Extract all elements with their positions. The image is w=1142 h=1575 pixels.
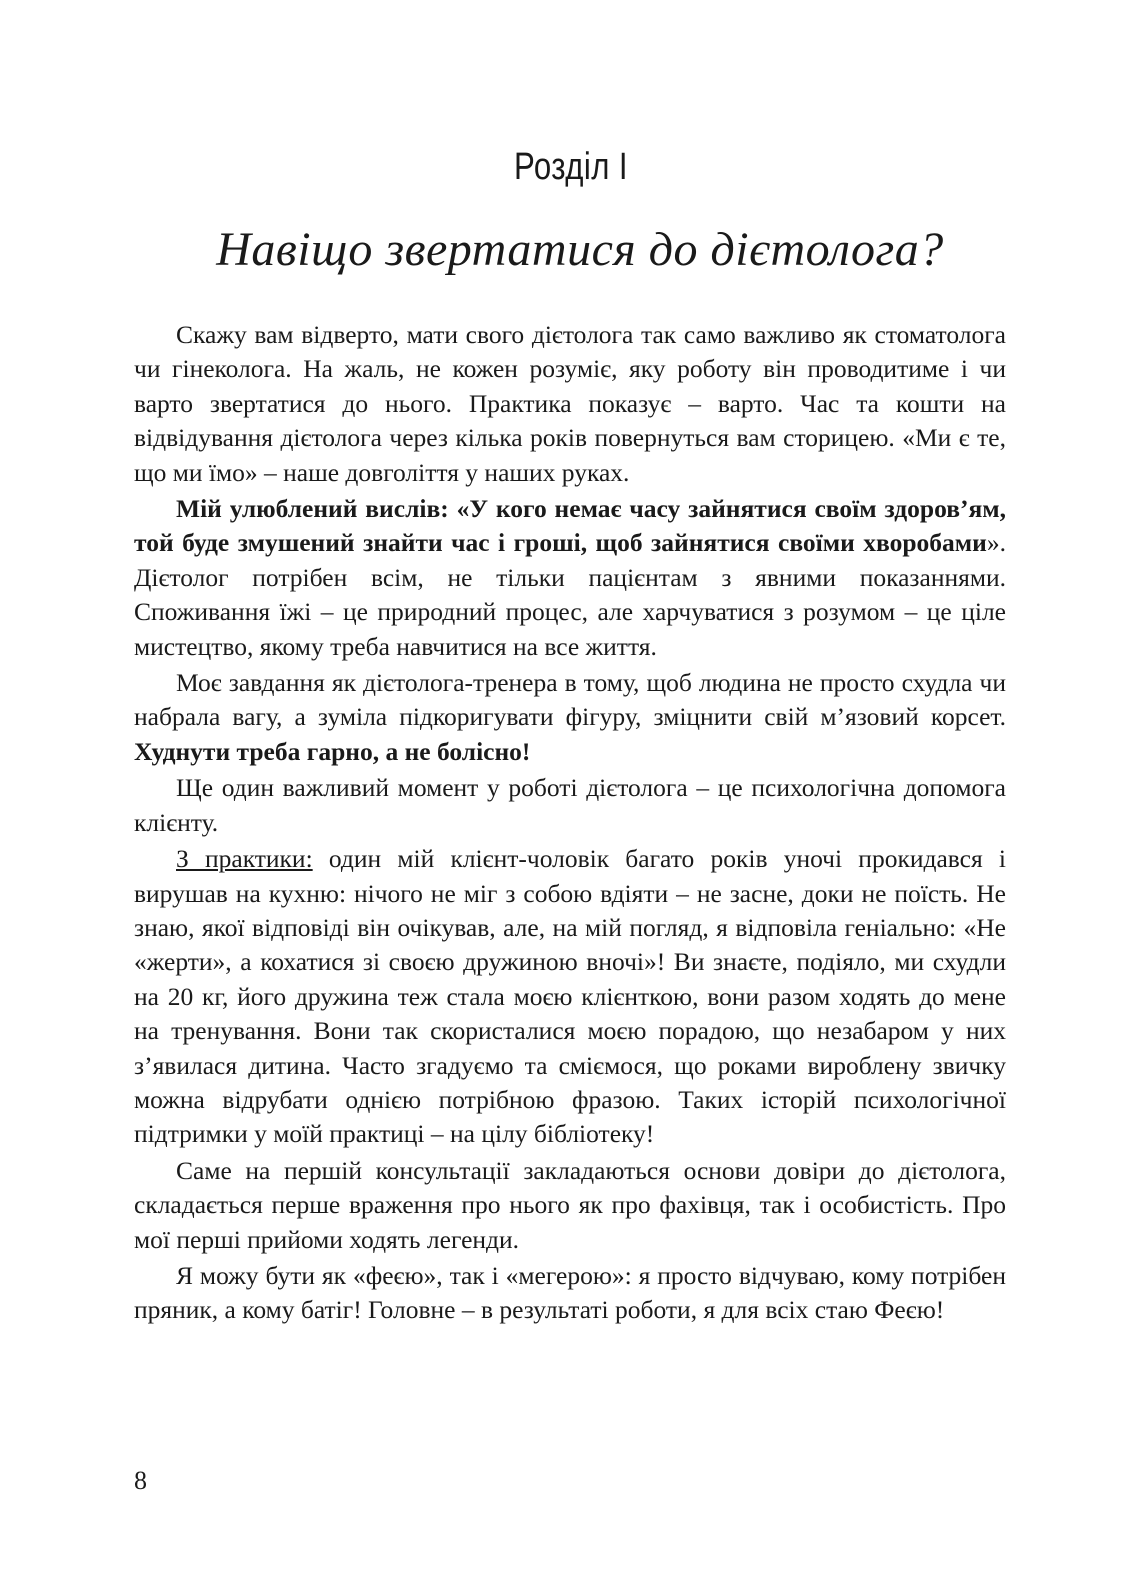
paragraph-5-text: один мій клієнт-чоловік багато років уночі прокидався і вирушав на кухню: нічого не міг з собою вдіяти – не засне, доки не поїсть. Не знаю, якої відповіді він очікував, але, на мій погляд, я відповіла геніально: «Не «жерти», а кохатися зі своєю дружиною вночі»! Ви знаєте, подіяло, ми схудли на 20 кг, його дружина теж стала моєю клієнткою, вони разом ходять до мене на тренування. Вони так скористалися моєю порадою, що незабаром у них з’явилася дитина. Часто згадуємо та сміємося, що роками вироблену звичку можна відрубати однією потрібною фразою. Таких історій психологічної підтримки у моїй практиці – на цілу бібліотеку! (134, 844, 1007, 1149)
paragraph-7-text: Я можу бути як «феєю», так і «мегерою»: я просто відчуваю, кому потрібен пряник, а кому батіг! Головне – в результаті роботи, я для всіх стаю Феєю! (134, 1260, 1006, 1325)
chapter-label: Розділ І (514, 146, 628, 188)
paragraph-4-text: Ще один важливий момент у роботі дієтолога – це психологічна допомога клієнту. (134, 773, 1006, 837)
paragraph-4 (134, 771, 1006, 840)
paragraph-1 (134, 318, 1006, 490)
page-number: 8 (134, 1466, 147, 1495)
paragraph-5-underlined-lead: З практики: (176, 844, 313, 874)
body-text (134, 318, 1006, 1330)
paragraph-3-text: Моє завдання як дієтолога-тренера в тому, щоб людина не просто схудла чи набрала вагу, а зуміла підкоригувати фігуру, зміцнити свій м’язовий корсет. (134, 668, 1006, 732)
paragraph-2-text: ». Дієтолог потрібен всім, не тільки пацієнтам з явними показаннями. Споживання їжі – це природний процес, але харчуватися з розумом – це ціле мистецтво, якому треба навчитися на все життя. (134, 528, 1006, 661)
paragraph-3 (134, 666, 1006, 769)
paragraph-3-bold-tail: Худнути треба гарно, а не болісно! (134, 736, 531, 766)
paragraph-7 (134, 1259, 1006, 1328)
paragraph-1-text: Скажу вам відверто, мати свого дієтолога так само важливо як стоматолога чи гінеколога. На жаль, не кожен розуміє, яку роботу він проводитиме і чи варто звертатися до нього. Практика показує – варто. Час та кошти на відвідування дієтолога через кілька років повернуться вам сторицею. «Ми є те, що ми їмо» – наше довголіття у наших руках. (134, 320, 1006, 487)
paragraph-6 (134, 1154, 1006, 1257)
paragraph-2 (134, 492, 1006, 664)
paragraph-6-text: Саме на першій консультації закладаються основи довіри до дієтолога, складається перше враження про нього як про фахівця, так і особистість. Про мої перші прийоми ходять легенди. (134, 1155, 1006, 1254)
paragraph-5 (134, 842, 1006, 1152)
chapter-title: Навіщо звертатися до дієтолога? (216, 223, 944, 276)
paragraph-2-bold-quote: Мій улюблений вислів: «У кого немає часу зайнятися своїм здоров’ям, той буде змушений знайти час і гроші, щоб зайнятися своїми хворобами (134, 494, 1006, 558)
